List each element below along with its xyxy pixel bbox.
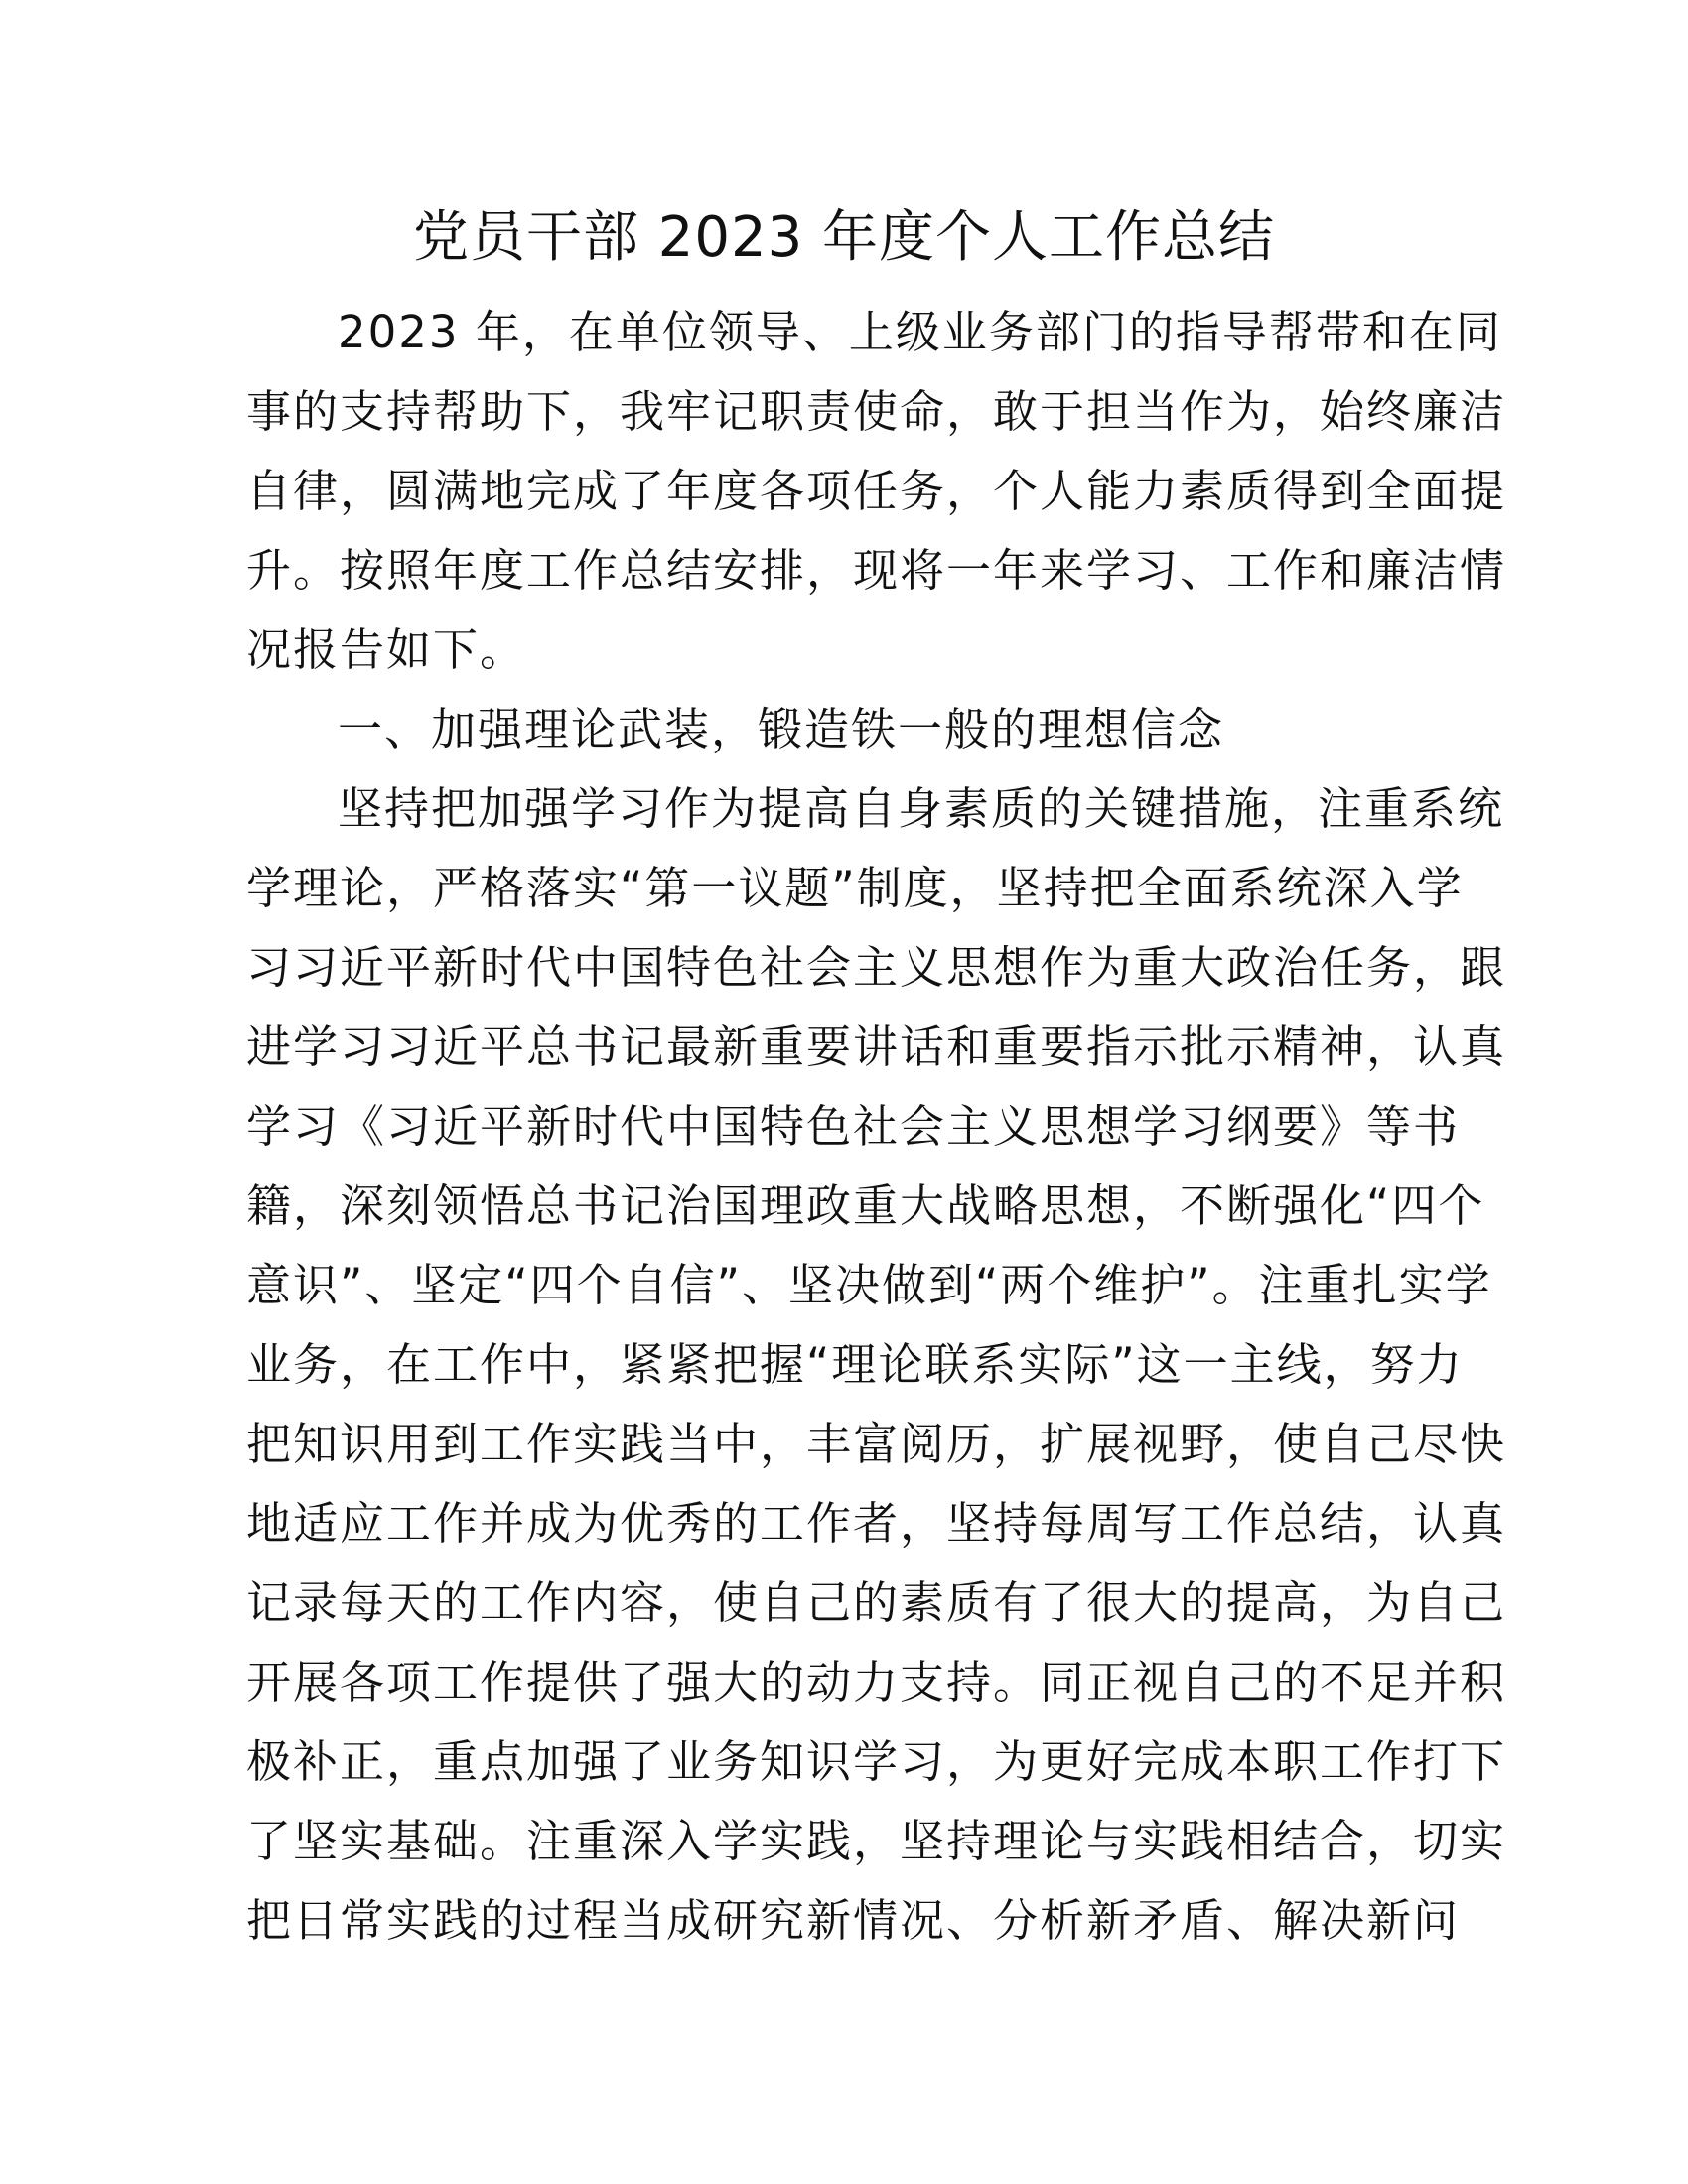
text-line: 自律，圆满地完成了年度各项任务，个人能力素质得到全面提 — [246, 465, 1507, 517]
text-line: 学理论，严格落实“第一议题”制度，坚持把全面系统深入学 — [246, 862, 1464, 914]
text-line: 地适应工作并成为优秀的工作者，坚持每周写工作总结，认真 — [246, 1497, 1507, 1550]
text-line: 习习近平新时代中国特色社会主义思想作为重大政治任务，跟 — [246, 941, 1507, 994]
text-line: 意识”、坚定“四个自信”、坚决做到“两个维护”。注重扎实学 — [246, 1259, 1492, 1311]
text-line: 事的支持帮助下，我牢记职责使命，敢于担当作为，始终廉洁 — [246, 385, 1507, 438]
text-line: 把知识用到工作实践当中，丰富阅历，扩展视野，使自己尽快 — [246, 1418, 1507, 1470]
text-line: 了坚实基础。注重深入学实践，坚持理论与实践相结合，切实 — [246, 1815, 1507, 1867]
text-line: 开展各项工作提供了强大的动力支持。同正视自己的不足并积 — [246, 1656, 1507, 1708]
text-line: 把日常实践的过程当成研究新情况、分析新矛盾、解决新问 — [246, 1894, 1461, 1947]
text-line: 籍，深刻领悟总书记治国理政重大战略思想，不断强化“四个 — [246, 1179, 1485, 1232]
text-line: 业务，在工作中，紧紧把握“理论联系实际”这一主线，努力 — [246, 1338, 1464, 1391]
text-line: 升。按照年度工作总结安排，现将一年来学习、工作和廉洁情 — [246, 544, 1507, 597]
paragraph-body — [246, 769, 1507, 1961]
paragraph-intro — [246, 293, 1507, 690]
text-line: 记录每天的工作内容，使自己的素质有了很大的提高，为自己 — [246, 1576, 1507, 1629]
text-line: 2023 年，在单位领导、上级业务部门的指导帮带和在同 — [338, 306, 1502, 358]
document-title: 党员干部 2023 年度个人工作总结 — [412, 205, 1276, 270]
text-line: 况报告如下。 — [246, 623, 527, 676]
text-line: 坚持把加强学习作为提高自身素质的关键措施，注重系统 — [338, 782, 1505, 835]
section-heading — [246, 690, 1442, 769]
heading-text: 一、加强理论武装，锻造铁一般的理想信念 — [338, 703, 1225, 755]
document-body — [246, 293, 1507, 1961]
text-line: 进学习习近平总书记最新重要讲话和重要指示批示精神，认真 — [246, 1021, 1507, 1073]
text-line: 极补正，重点加强了业务知识学习，为更好完成本职工作打下 — [246, 1735, 1507, 1788]
text-line: 学习《习近平新时代中国特色社会主义思想学习纲要》等书 — [246, 1100, 1461, 1153]
